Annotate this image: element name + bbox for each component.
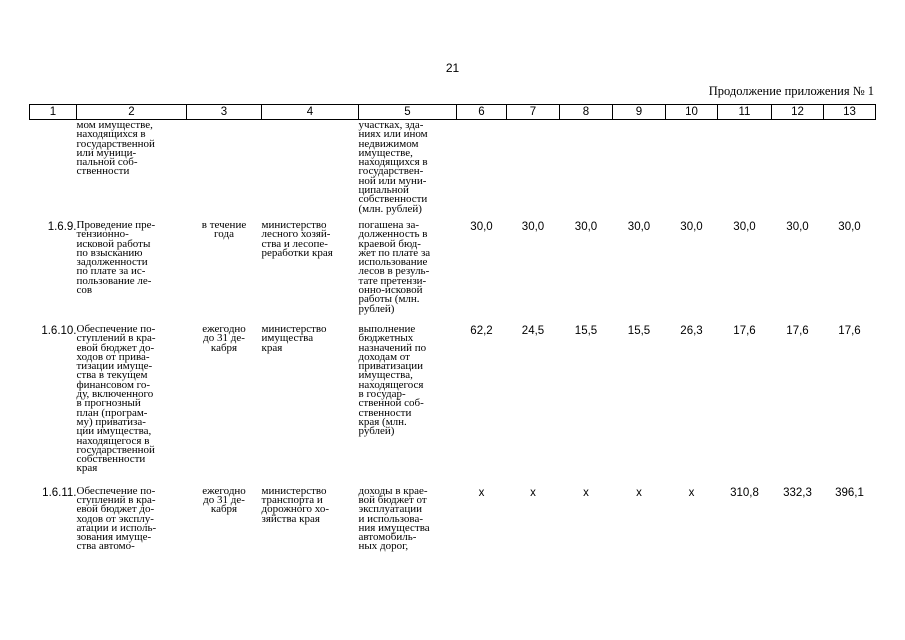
col-header-9: 9	[613, 105, 666, 120]
col-header-13: 13	[824, 105, 876, 120]
col-header-10: 10	[666, 105, 718, 120]
value-11	[718, 120, 772, 214]
value-10: х	[688, 486, 695, 499]
value-9: 30,0	[627, 220, 651, 233]
value-8: 15,5	[574, 324, 598, 337]
table-row	[30, 120, 876, 214]
measure-executor: министерство транспорта и дорожного хо- зяйства края	[261, 484, 330, 525]
value-9: х	[636, 486, 642, 499]
measure-term: в течение года	[201, 218, 247, 241]
value-7: х	[530, 486, 536, 499]
value-12: 332,3	[783, 486, 812, 499]
value-6: 30,0	[470, 220, 493, 233]
value-10: 30,0	[680, 220, 703, 233]
measure-name: Обеспечение по- ступлений в кра- евой бюджет до- ходов от эксплу- атации и исполь- зования имуще- ства автомо-	[76, 484, 157, 553]
value-6: х	[478, 486, 485, 499]
value-11: 30,0	[733, 220, 756, 233]
value-9	[613, 120, 666, 214]
col-header-5: 5	[359, 105, 457, 120]
value-11: 310,8	[730, 486, 759, 499]
measure-term	[187, 120, 262, 214]
value-13: 396,1	[835, 486, 864, 499]
value-10: 26,3	[680, 324, 703, 337]
measure-indicator: выполнение бюджетных назначений по доходам от приватизации имущества, находящегося в государ- ственной соб- ственности края (млн. рублей)	[358, 322, 427, 438]
value-7: 30,0	[521, 220, 545, 233]
col-header-3: 3	[187, 105, 262, 120]
value-11: 17,6	[733, 324, 756, 337]
measure-name: мом имуществе, находящихся в государственной или муници- пальной соб- ственности	[76, 119, 155, 178]
col-header-12: 12	[772, 105, 824, 120]
value-6	[457, 120, 507, 214]
measure-indicator: доходы в крае- вой бюджет от эксплуатации и использова- ния имущества автомобиль- ных дорог,	[358, 484, 430, 553]
measure-executor: министерство лесного хозяй- ства и лесопе- реработки края	[261, 218, 333, 259]
continuation-note: Продолжение приложения № 1	[708, 84, 874, 98]
measure-executor	[262, 120, 359, 214]
col-header-4: 4	[262, 105, 359, 120]
value-8	[560, 120, 613, 214]
measure-name: Обеспечение по- ступлений в кра- евой бюджет до- ходов от прива- тизации имуще- ства в текущем финансовом го- ду, включенного в прогнозный план (програм- му) приватиза- ции имущества, находящегося в государственной собственности края	[76, 322, 156, 475]
measure-indicator: погашена за- долженность в краевой бюд- жет по плате за использование лесов в резуль- тате претензи- онно-исковой работы (млн. рублей)	[358, 218, 431, 315]
value-13	[824, 120, 876, 214]
value-12: 30,0	[786, 220, 809, 233]
plan-table	[29, 104, 876, 552]
measure-term: ежегодно до 31 де- кабря	[202, 484, 246, 516]
col-header-7: 7	[507, 105, 560, 120]
table-row	[30, 314, 876, 474]
row-number: 1.6.10.	[41, 324, 77, 337]
measure-indicator: участках, зда- ниях или ином недвижимом имуществе, находящихся в государствен- ной или муни- ципальной собственности (млн. рублей)	[358, 119, 428, 215]
value-12	[772, 120, 824, 214]
value-7: 24,5	[521, 324, 545, 337]
col-header-11: 11	[718, 105, 772, 120]
value-8: 30,0	[574, 220, 598, 233]
measure-name: Проведение пре- тензионно- исковой работы по взысканию задолженности по плате за ис- пользование ле- сов	[76, 218, 156, 297]
value-8: х	[583, 486, 589, 499]
measure-executor: министерство имущества края	[261, 322, 327, 354]
row-number	[30, 120, 77, 214]
value-6: 62,2	[470, 324, 493, 337]
col-header-6: 6	[457, 105, 507, 120]
col-header-1: 1	[30, 105, 77, 120]
value-12: 17,6	[786, 324, 809, 337]
value-9: 15,5	[627, 324, 651, 337]
table-row	[30, 474, 876, 552]
row-number: 1.6.11.	[42, 486, 77, 499]
value-7	[507, 120, 560, 214]
value-10	[666, 120, 718, 214]
header-row	[30, 105, 876, 120]
measure-term: ежегодно до 31 де- кабря	[202, 322, 246, 354]
value-13: 30,0	[838, 220, 861, 233]
value-13: 17,6	[838, 324, 861, 337]
page-number: 21	[445, 61, 460, 75]
table-row	[30, 214, 876, 314]
col-header-8: 8	[560, 105, 613, 120]
col-header-2: 2	[77, 105, 187, 120]
row-number: 1.6.9.	[47, 220, 77, 233]
